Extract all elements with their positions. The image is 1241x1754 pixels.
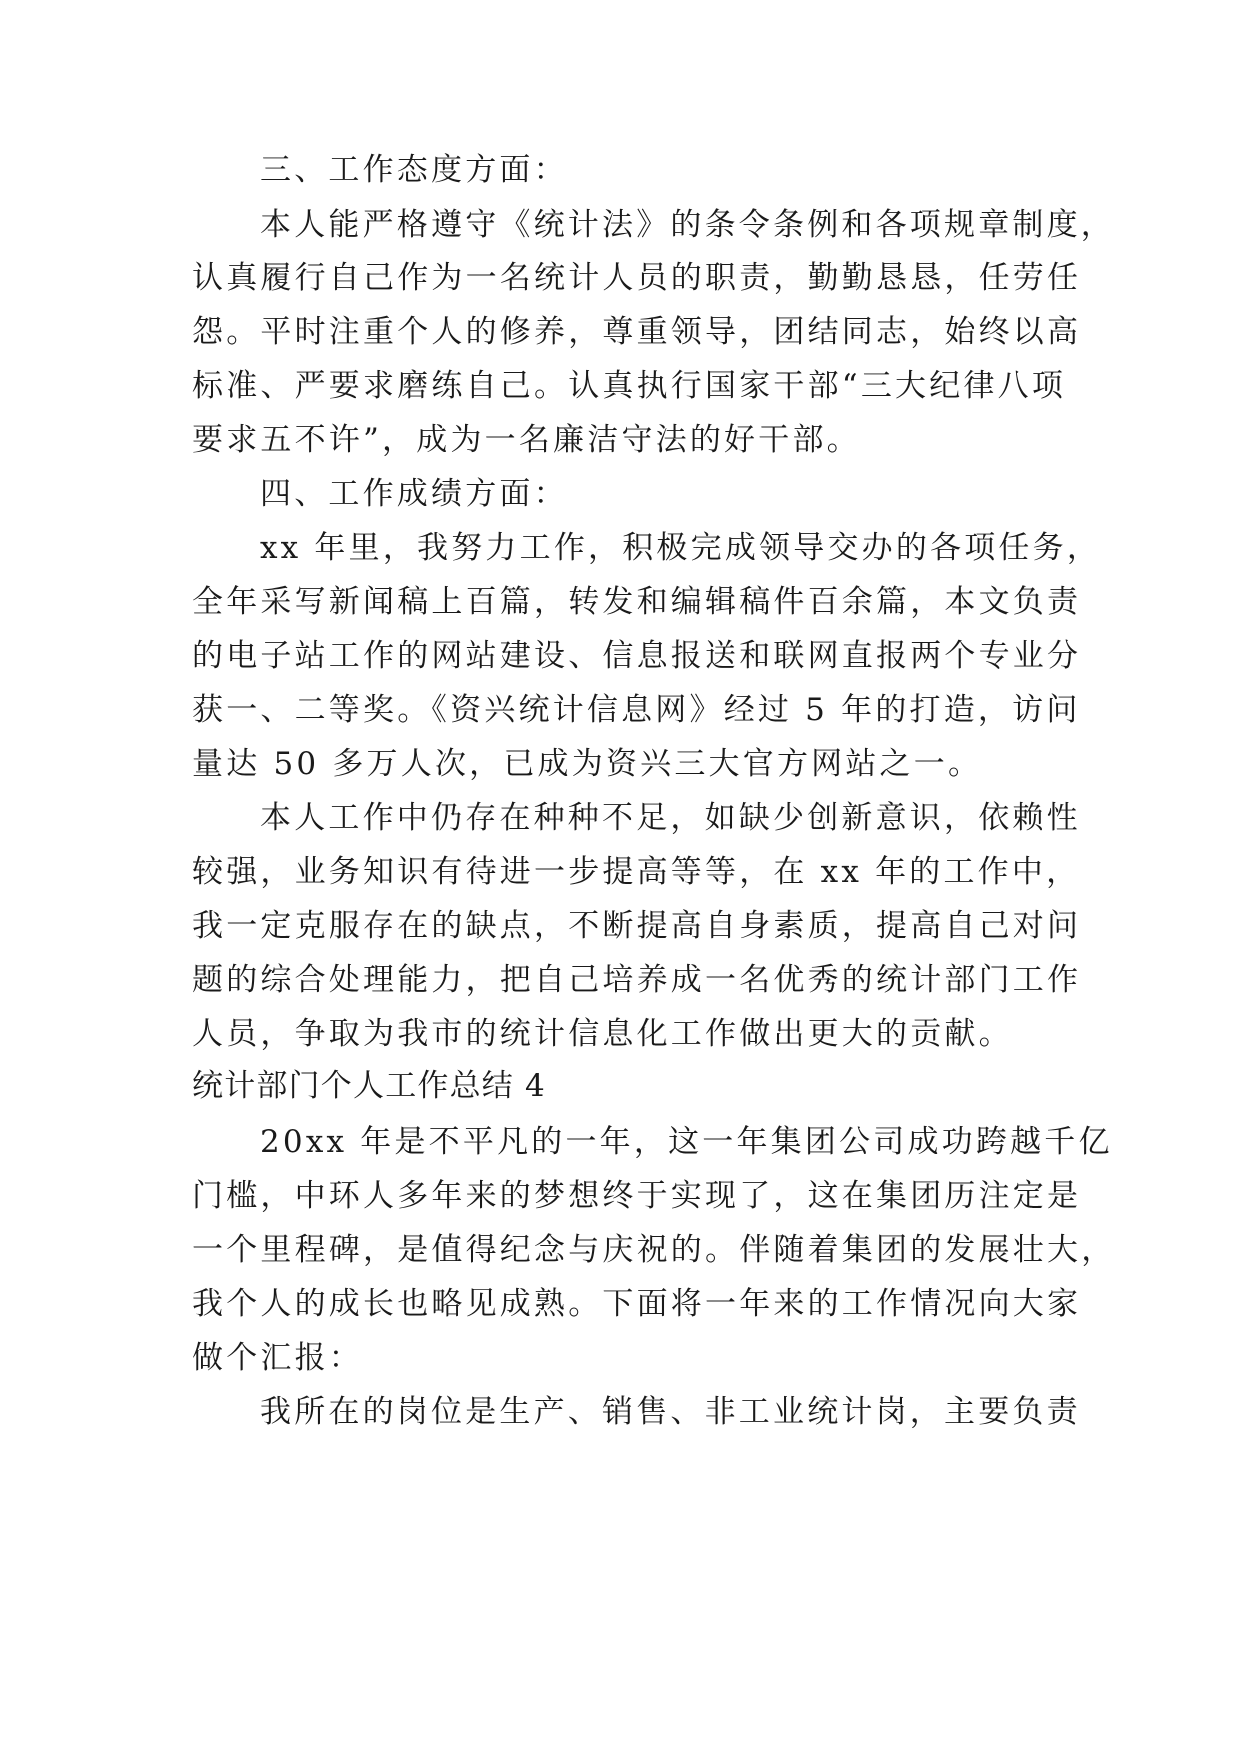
paragraph-line: 较强，业务知识有待进一步提高等等，在 xx 年的工作中， bbox=[192, 854, 1081, 890]
paragraph-line: 标准、严要求磨练自己。认真执行国家干部“三大纪律八项 bbox=[192, 368, 1067, 404]
paragraph-line: 本人工作中仍存在种种不足，如缺少创新意识，依赖性 bbox=[260, 800, 1081, 836]
document-subtitle: 统计部门个人工作总结 4 bbox=[192, 1068, 546, 1104]
paragraph-line: 的电子站工作的网站建设、信息报送和联网直报两个专业分 bbox=[192, 638, 1082, 674]
paragraph-line: 题的综合处理能力，把自己培养成一名优秀的统计部门工作 bbox=[192, 962, 1082, 998]
paragraph-line: 量达 50 多万人次，已成为资兴三大官方网站之一。 bbox=[192, 746, 983, 782]
paragraph-line: 做个汇报： bbox=[192, 1340, 363, 1376]
paragraph-line: 一个里程碑，是值得纪念与庆祝的。伴随着集团的发展壮大， bbox=[192, 1232, 1116, 1268]
paragraph-line: 我个人的成长也略见成熟。下面将一年来的工作情况向大家 bbox=[192, 1286, 1082, 1322]
paragraph-line: 要求五不许”，成为一名廉洁守法的好干部。 bbox=[192, 422, 861, 458]
paragraph-line: 怨。平时注重个人的修养，尊重领导，团结同志，始终以高 bbox=[192, 314, 1082, 350]
paragraph-line: 全年采写新闻稿上百篇，转发和编辑稿件百余篇，本文负责 bbox=[192, 584, 1082, 620]
paragraph-line: 我所在的岗位是生产、销售、非工业统计岗，主要负责 bbox=[260, 1394, 1081, 1430]
paragraph-line: 认真履行自己作为一名统计人员的职责，勤勤恳恳，任劳任 bbox=[192, 260, 1082, 296]
paragraph-line: 20xx 年是不平凡的一年，这一年集团公司成功跨越千亿 bbox=[260, 1124, 1113, 1160]
paragraph-line: 获一、二等奖。《资兴统计信息网》经过 5 年的打造，访问 bbox=[192, 692, 1081, 728]
paragraph-line: xx 年里，我努力工作，积极完成领导交办的各项任务， bbox=[260, 530, 1102, 566]
paragraph-line: 门槛，中环人多年来的梦想终于实现了，这在集团历注定是 bbox=[192, 1178, 1082, 1214]
paragraph-line: 本人能严格遵守《统计法》的条令条例和各项规章制度， bbox=[260, 207, 1115, 243]
section-heading-work-results: 四、工作成绩方面： bbox=[260, 476, 568, 512]
paragraph-line: 我一定克服存在的缺点，不断提高自身素质，提高自己对问 bbox=[192, 908, 1082, 944]
paragraph-line: 人员，争取为我市的统计信息化工作做出更大的贡献。 bbox=[192, 1016, 1013, 1052]
section-heading-work-attitude: 三、工作态度方面： bbox=[260, 152, 568, 188]
